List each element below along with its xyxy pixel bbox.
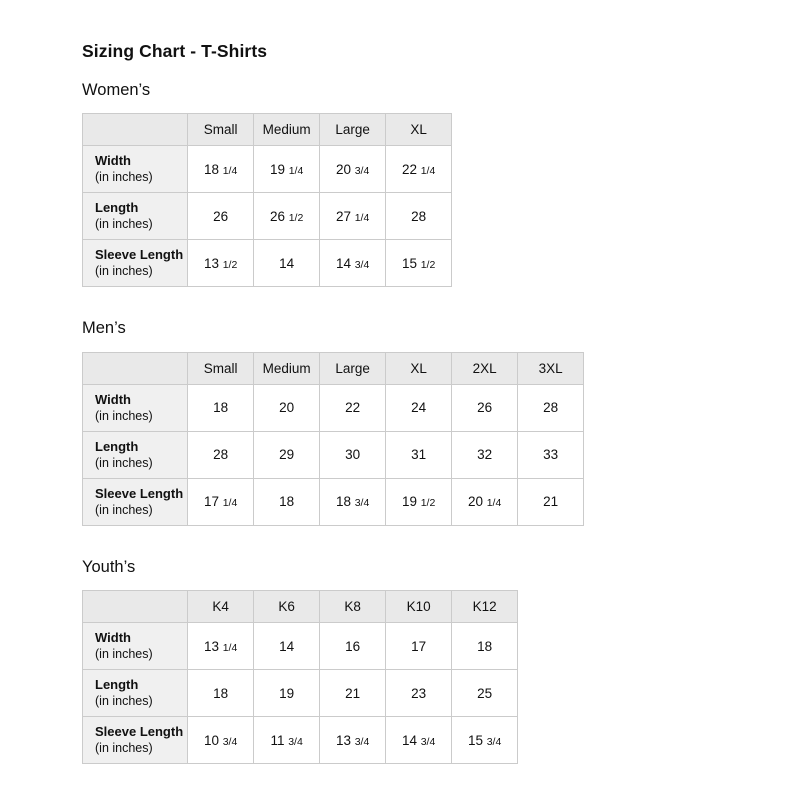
- fraction-part: 1/2: [420, 497, 436, 509]
- fraction-part: 1/4: [486, 497, 502, 509]
- table-row: [83, 670, 518, 717]
- size-value-cell: 22 1/4: [386, 146, 452, 193]
- size-value-cell: 18: [452, 623, 518, 670]
- size-value-cell: 19 1/2: [386, 478, 452, 525]
- row-label-cell: [83, 717, 188, 764]
- fraction-part: 1/4: [222, 641, 238, 654]
- fraction-part: 1/4: [222, 497, 238, 509]
- fraction-part: 1/2: [420, 258, 436, 271]
- table-row: [83, 146, 452, 193]
- size-value-cell: 29: [254, 431, 320, 478]
- row-label-cell: [83, 146, 188, 193]
- column-header-medium: Medium: [254, 114, 320, 146]
- column-header-2xl: 2XL: [452, 352, 518, 384]
- size-value-cell: 21: [320, 670, 386, 717]
- fraction-part: 1/4: [420, 164, 436, 177]
- fraction-part: 3/4: [486, 735, 502, 748]
- size-value-cell: 14: [254, 240, 320, 287]
- row-label-cell: [83, 193, 188, 240]
- row-label: Sleeve Length: [95, 485, 184, 501]
- row-label-cell: [83, 431, 188, 478]
- size-value-cell: 24: [386, 384, 452, 431]
- fraction-part: 1/4: [288, 164, 304, 177]
- row-label-cell: [83, 384, 188, 431]
- size-value-cell: 15 1/2: [386, 240, 452, 287]
- column-header-k6: K6: [254, 591, 320, 623]
- table-row: [83, 431, 584, 478]
- row-label-cell: [83, 670, 188, 717]
- column-header-k10: K10: [386, 591, 452, 623]
- size-value-cell: 18 3/4: [320, 478, 386, 525]
- table-row: [83, 623, 518, 670]
- size-value-cell: 11 3/4: [254, 717, 320, 764]
- header-row: [83, 591, 518, 623]
- size-value-cell: 15 3/4: [452, 717, 518, 764]
- size-value-cell: 20 3/4: [320, 146, 386, 193]
- fraction-part: 1/2: [288, 211, 304, 224]
- fraction-part: 1/2: [222, 258, 238, 271]
- fraction-part: 3/4: [222, 735, 238, 748]
- size-value-cell: 18 1/4: [188, 146, 254, 193]
- size-table: [82, 352, 584, 526]
- size-value-cell: 31: [386, 431, 452, 478]
- column-header-large: Large: [320, 114, 386, 146]
- size-value-cell: 19: [254, 670, 320, 717]
- row-label-cell: [83, 478, 188, 525]
- size-value-cell: 25: [452, 670, 518, 717]
- sections-container: [82, 82, 760, 765]
- row-label-cell: [83, 240, 188, 287]
- size-value-cell: 32: [452, 431, 518, 478]
- size-value-cell: 30: [320, 431, 386, 478]
- size-section-mens: [82, 320, 760, 526]
- size-value-cell: 28: [386, 193, 452, 240]
- column-header-small: Small: [188, 114, 254, 146]
- table-row: [83, 193, 452, 240]
- size-value-cell: 27 1/4: [320, 193, 386, 240]
- column-header-k12: K12: [452, 591, 518, 623]
- row-label: Length: [95, 438, 139, 454]
- size-value-cell: 18: [188, 670, 254, 717]
- size-table: [82, 113, 452, 287]
- size-value-cell: 21: [518, 478, 584, 525]
- column-header-xl: XL: [386, 114, 452, 146]
- size-value-cell: 26: [452, 384, 518, 431]
- row-label: Width: [95, 391, 131, 407]
- row-sublabel: (in inches): [95, 694, 153, 708]
- size-value-cell: 19 1/4: [254, 146, 320, 193]
- row-label-cell: [83, 623, 188, 670]
- size-value-cell: 20 1/4: [452, 478, 518, 525]
- size-value-cell: 13 3/4: [320, 717, 386, 764]
- column-header-medium: Medium: [254, 352, 320, 384]
- size-section-youths: [82, 559, 760, 765]
- size-value-cell: 16: [320, 623, 386, 670]
- size-value-cell: 28: [518, 384, 584, 431]
- row-sublabel: (in inches): [95, 408, 153, 423]
- row-sublabel: (in inches): [95, 455, 153, 470]
- section-heading: Men’s: [82, 319, 126, 337]
- size-value-cell: 28: [188, 431, 254, 478]
- fraction-part: 3/4: [354, 735, 370, 748]
- row-sublabel: (in inches): [95, 264, 153, 278]
- corner-cell: [83, 352, 188, 384]
- row-sublabel: (in inches): [95, 170, 153, 184]
- row-sublabel: (in inches): [95, 741, 153, 755]
- size-value-cell: 20: [254, 384, 320, 431]
- size-value-cell: 13 1/4: [188, 623, 254, 670]
- column-header-small: Small: [188, 352, 254, 384]
- size-value-cell: 33: [518, 431, 584, 478]
- page-title: Sizing Chart - T-Shirts: [82, 41, 268, 61]
- size-value-cell: 22: [320, 384, 386, 431]
- fraction-part: 3/4: [354, 164, 370, 177]
- header-row: [83, 352, 584, 384]
- fraction-part: 1/4: [354, 211, 370, 224]
- fraction-part: 3/4: [354, 258, 370, 271]
- row-label: Sleeve Length: [95, 724, 184, 739]
- table-row: [83, 478, 584, 525]
- size-value-cell: 18: [254, 478, 320, 525]
- corner-cell: [83, 114, 188, 146]
- size-value-cell: 13 1/2: [188, 240, 254, 287]
- size-value-cell: 14 3/4: [320, 240, 386, 287]
- fraction-part: 3/4: [420, 735, 436, 748]
- row-label: Width: [95, 630, 131, 645]
- row-label: Length: [95, 677, 139, 692]
- fraction-part: 3/4: [354, 497, 370, 509]
- size-table: [82, 590, 518, 764]
- header-row: [83, 114, 452, 146]
- column-header-xl: XL: [386, 352, 452, 384]
- size-value-cell: 18: [188, 384, 254, 431]
- row-label: Sleeve Length: [95, 247, 184, 262]
- section-heading: Youth’s: [82, 557, 136, 576]
- size-value-cell: 10 3/4: [188, 717, 254, 764]
- size-value-cell: 17: [386, 623, 452, 670]
- row-sublabel: (in inches): [95, 647, 153, 661]
- column-header-3xl: 3XL: [518, 352, 584, 384]
- section-heading: Women’s: [82, 80, 151, 99]
- size-value-cell: 14: [254, 623, 320, 670]
- table-row: [83, 384, 584, 431]
- fraction-part: 1/4: [222, 164, 238, 177]
- row-sublabel: (in inches): [95, 217, 153, 231]
- size-section-womens: [82, 82, 760, 288]
- size-value-cell: 23: [386, 670, 452, 717]
- row-label: Length: [95, 200, 139, 215]
- size-value-cell: 17 1/4: [188, 478, 254, 525]
- column-header-k4: K4: [188, 591, 254, 623]
- row-label: Width: [95, 153, 131, 168]
- size-value-cell: 26: [188, 193, 254, 240]
- size-value-cell: 14 3/4: [386, 717, 452, 764]
- size-value-cell: 26 1/2: [254, 193, 320, 240]
- table-row: [83, 240, 452, 287]
- column-header-k8: K8: [320, 591, 386, 623]
- column-header-large: Large: [320, 352, 386, 384]
- table-row: [83, 717, 518, 764]
- corner-cell: [83, 591, 188, 623]
- row-sublabel: (in inches): [95, 502, 153, 517]
- fraction-part: 3/4: [288, 735, 303, 748]
